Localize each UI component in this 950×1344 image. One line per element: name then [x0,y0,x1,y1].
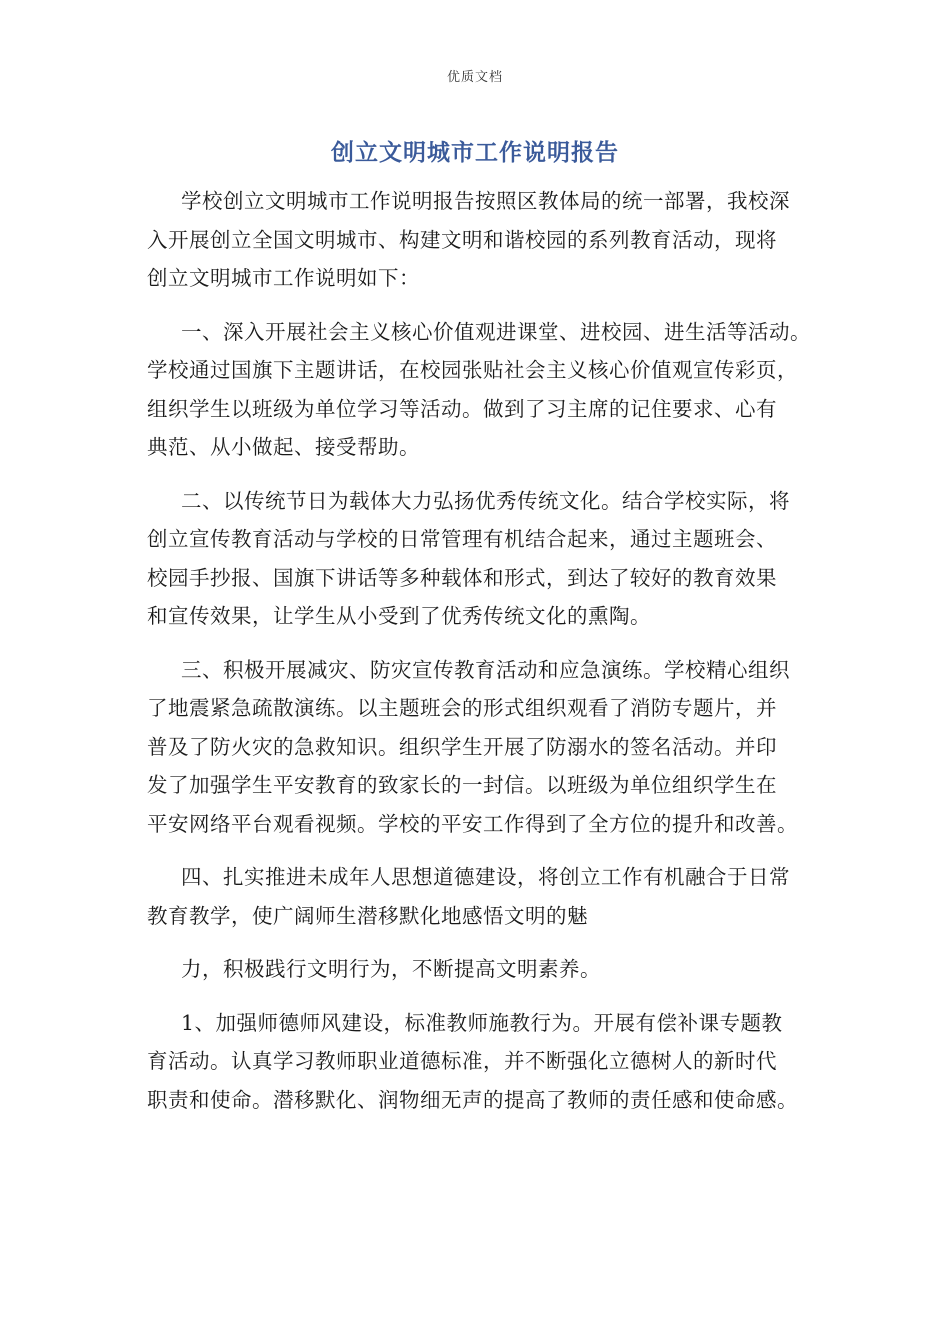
paragraph-line: 四、扎实推进未成年人思想道德建设，将创立工作有机融合于日常 [181,865,790,889]
paragraph-section-2 [147,482,827,636]
paragraph-line: 三、积极开展减灾、防灾宣传教育活动和应急演练。学校精心组织 [181,657,790,682]
paragraph-intro [147,182,827,298]
paragraph-line: 典范、从小做起、接受帮助。 [147,435,420,459]
paragraph-line: 学校通过国旗下主题讲话，在校园张贴社会主义核心价值观宣传彩页， [147,358,798,382]
paragraph-line: 一、深入开展社会主义核心价值观进课堂、进校园、进生活等活动。 [181,319,811,344]
paragraph-line: 创立文明城市工作说明如下： [147,266,420,290]
paragraph-line: 学校创立文明城市工作说明报告按照区教体局的统一部署，我校深 [181,189,790,213]
paragraph-line: 平安网络平台观看视频。学校的平安工作得到了全方位的提升和改善。 [147,811,798,836]
paragraph-section-4 [147,858,827,935]
document-body [147,182,827,1134]
paragraph-line: 校园手抄报、国旗下讲话等多种载体和形式，到达了较好的教育效果 [147,565,777,590]
paragraph-line: 入开展创立全国文明城市、构建文明和谐校园的系列教育活动，现将 [147,227,777,252]
paragraph-line: 职责和使命。潜移默化、润物细无声的提高了教师的责任感和使命感。 [147,1087,798,1112]
page-title: 创立文明城市工作说明报告 [331,139,619,166]
paragraph-line: 普及了防火灾的急救知识。组织学生开展了防溺水的签名活动。并印 [147,734,777,759]
paragraph-line: 教育教学，使广阔师生潜移默化地感悟文明的魅 [147,903,588,928]
paragraph-line: 育活动。认真学习教师职业道德标准，并不断强化立德树人的新时代 [147,1049,777,1073]
paragraph-section-1 [147,313,827,467]
paragraph-line: 力，积极践行文明行为，不断提高文明素养。 [181,957,601,981]
paragraph-line: 和宣传效果，让学生从小受到了优秀传统文化的熏陶。 [147,604,651,628]
paragraph-section-4-continued [147,950,827,989]
paragraph-line: 发了加强学生平安教育的致家长的一封信。以班级为单位组织学生在 [147,773,777,797]
paragraph-line: 1、加强师德师风建设，标准教师施教行为。开展有偿补课专题教 [181,1010,783,1035]
paragraph-line: 二、以传统节日为载体大力弘扬优秀传统文化。结合学校实际，将 [181,488,790,513]
paragraph-line: 了地震紧急疏散演练。以主题班会的形式组织观看了消防专题片，并 [147,696,777,720]
paragraph-line: 组织学生以班级为单位学习等活动。做到了习主席的记住要求、心有 [147,396,777,421]
paragraph-item-1 [147,1004,827,1120]
paragraph-line: 创立宣传教育活动与学校的日常管理有机结合起来，通过主题班会、 [147,527,777,551]
paragraph-section-3 [147,651,827,844]
header-label: 优质文档 [446,70,503,85]
